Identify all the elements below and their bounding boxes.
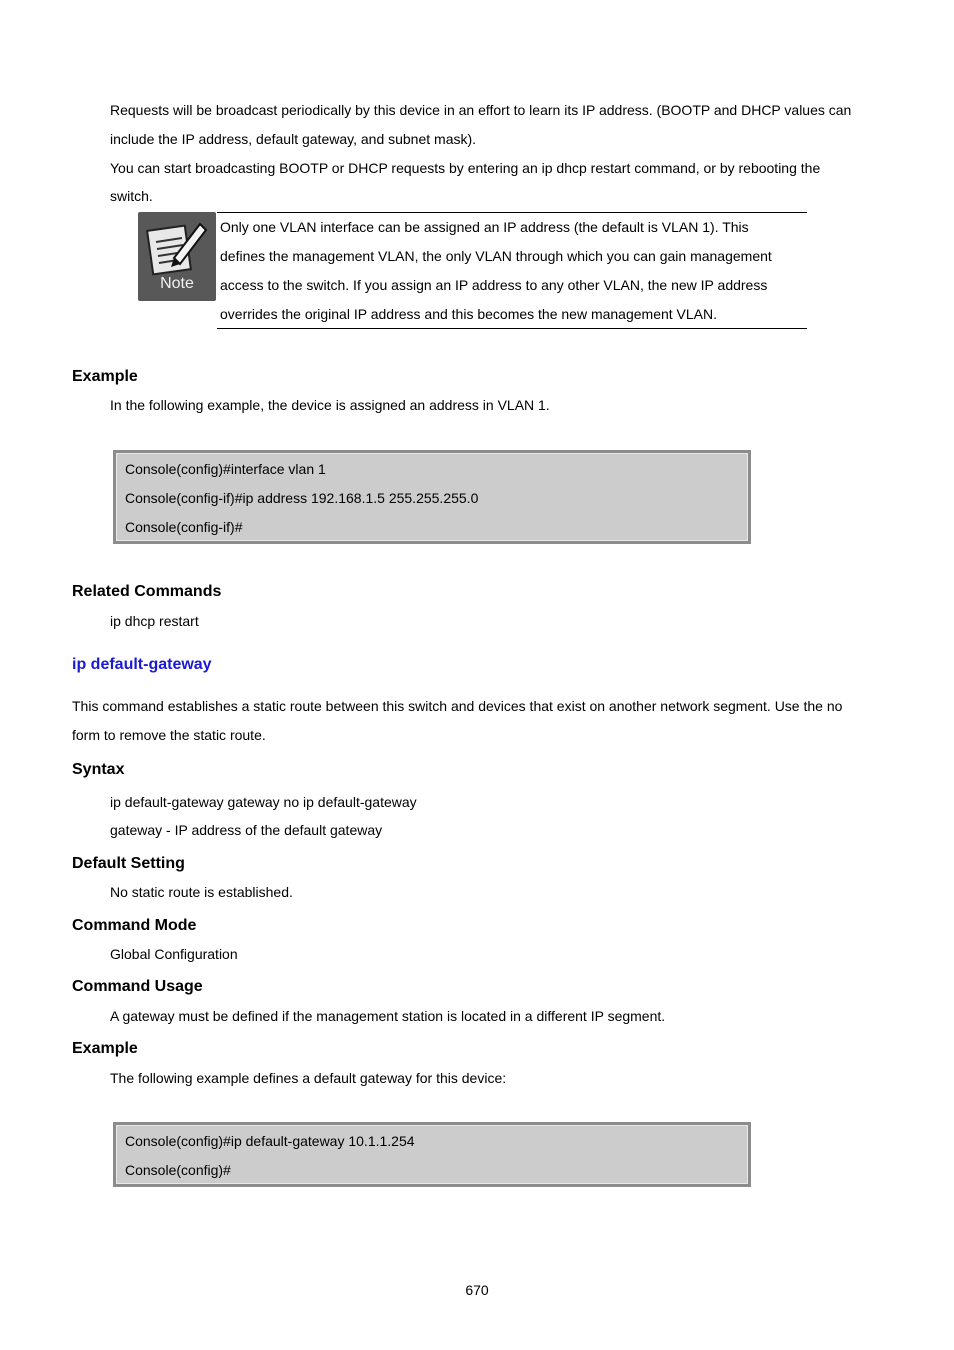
- console-line: Console(config)#ip default-gateway 10.1.1.254: [125, 1133, 415, 1149]
- section-desc-line-2: form to remove the static route.: [72, 727, 266, 743]
- example-heading-2: Example: [72, 1040, 138, 1057]
- note-line-3: access to the switch. If you assign an IP address to any other VLAN, the new IP address: [220, 277, 768, 293]
- example-text-1: In the following example, the device is assigned an address in VLAN 1.: [110, 397, 550, 413]
- intro-line-3: You can start broadcasting BOOTP or DHCP requests by entering an ip dhcp restart command, or by rebooting the: [110, 160, 821, 176]
- note-line-4: overrides the original IP address and this becomes the new management VLAN.: [220, 306, 718, 322]
- console-line: Console(config-if)#: [125, 519, 243, 535]
- default-setting-heading: Default Setting: [72, 855, 185, 872]
- console-block-2: [113, 1122, 751, 1187]
- intro-line-1: Requests will be broadcast periodically by this device in an effort to learn its IP address. (BOOTP and DHCP values can: [110, 102, 852, 118]
- note-pencil-icon: [138, 212, 216, 301]
- note-line-2: defines the management VLAN, the only VLAN through which you can gain management: [220, 248, 772, 264]
- command-mode-heading: Command Mode: [72, 917, 197, 934]
- default-setting-text: No static route is established.: [110, 884, 293, 900]
- page-number: 670: [465, 1282, 489, 1298]
- console-block-1: [113, 450, 751, 544]
- example-text-2: The following example defines a default gateway for this device:: [110, 1070, 507, 1086]
- command-usage-heading: Command Usage: [72, 978, 203, 995]
- related-commands-text: ip dhcp restart: [110, 613, 199, 629]
- syntax-line-1: ip default-gateway gateway no ip default-gateway: [110, 794, 417, 810]
- section-desc-line-1: This command establishes a static route between this switch and devices that exist on another network segment. Use the no: [72, 698, 843, 714]
- note-line-1: Only one VLAN interface can be assigned an IP address (the default is VLAN 1). This: [220, 219, 749, 235]
- intro-line-4: switch.: [110, 188, 153, 204]
- syntax-line-2: gateway - IP address of the default gateway: [110, 822, 383, 838]
- command-mode-text: Global Configuration: [110, 946, 238, 962]
- related-commands-heading: Related Commands: [72, 583, 222, 600]
- section-title: ip default-gateway: [72, 656, 212, 673]
- note-text: [220, 213, 804, 329]
- command-usage-text: A gateway must be defined if the management station is located in a different IP segment.: [110, 1008, 666, 1024]
- console-line: Console(config-if)#ip address 192.168.1.5 255.255.255.0: [125, 490, 479, 506]
- console-line: Console(config)#interface vlan 1: [125, 461, 326, 477]
- note-bottom-rule: [217, 328, 807, 329]
- console-line: Console(config)#: [125, 1162, 231, 1178]
- note-icon-label: Note: [160, 275, 194, 292]
- syntax-heading: Syntax: [72, 761, 125, 778]
- example-heading-1: Example: [72, 368, 138, 385]
- intro-line-2: include the IP address, default gateway, and subnet mask).: [110, 131, 477, 147]
